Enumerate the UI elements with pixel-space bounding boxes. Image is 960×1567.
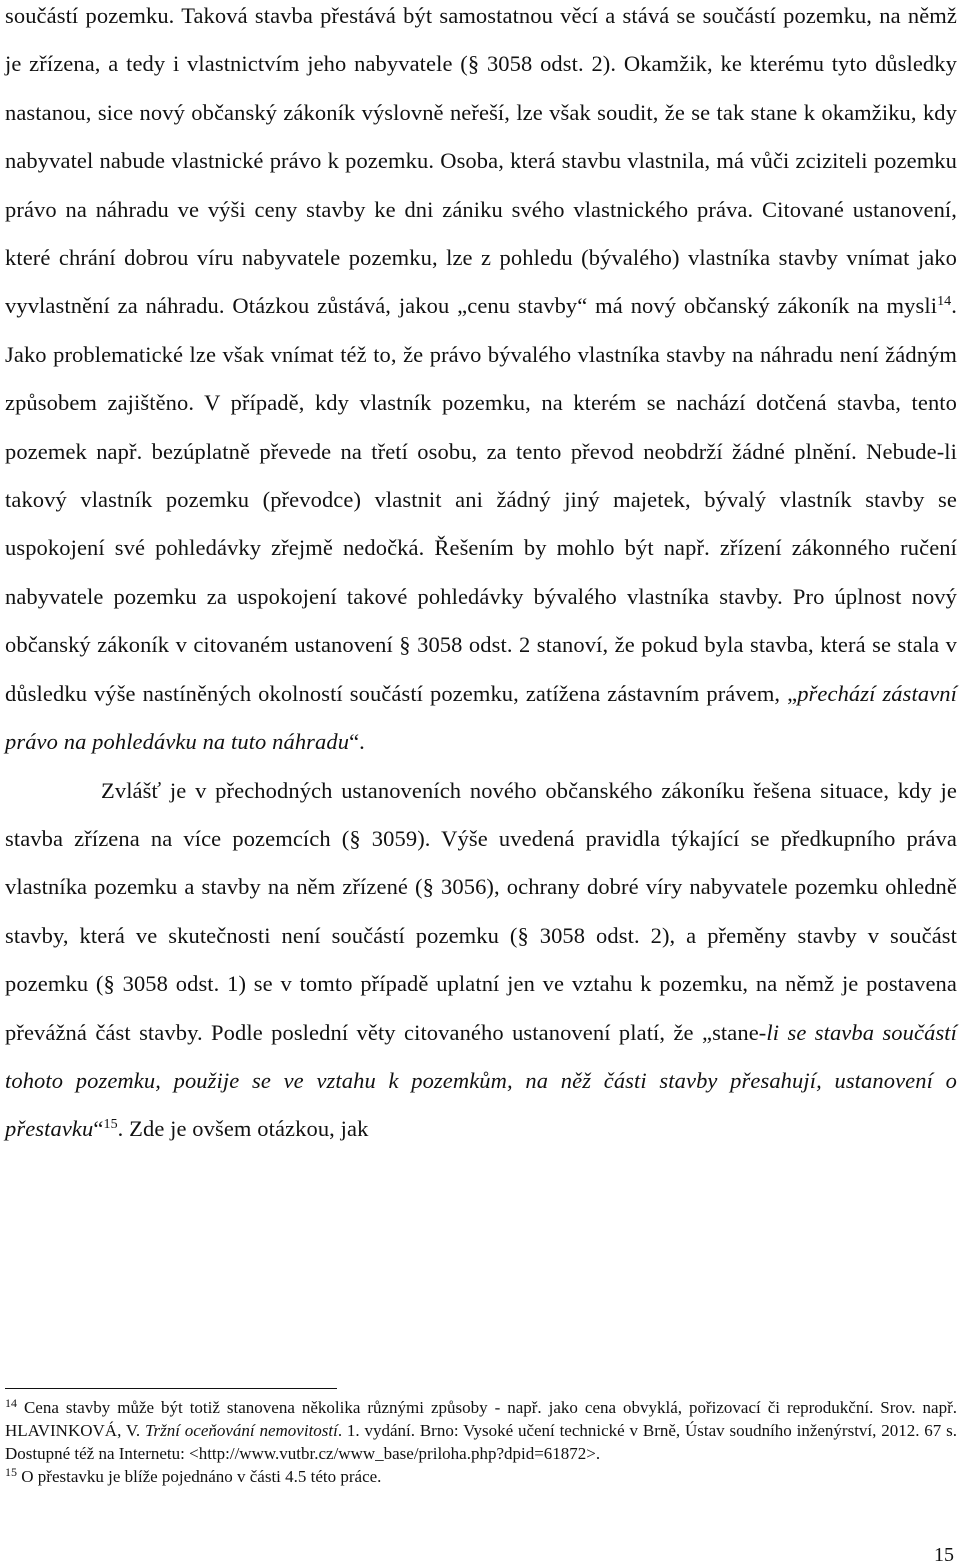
paragraph-1-text-b: . Jako problematické lze však vnímat též to, že právo bývalého vlastníka stavby na náhradu není žádným způsobem zajištěno. V případě, kdy vlastník pozemku, na kterém se nachází dotčená stavba, tento pozemek např. bezúplatně převede na třetí osobu, za tento převod neobdrží žádné plnění. Nebude-li takový vlastník pozemku (převodce) vlastnit ani žádný jiný majetek, bývalý vlastník stavby se uspokojení své pohledávky zřejmě nedočká. Řešením by mohlo být např. zřízení zákonného ručení nabyvatele pozemku za uspokojení takové pohledávky bývalého vlastníka stavby. Pro úplnost nový občanský zákoník v citovaném ustanovení § 3058 odst. 2 stanoví, že pokud byla stavba, která se stala v důsledku výše nastíněných okolností součástí pozemku, zatížena zástavním právem, „ [5, 293, 957, 706]
footnote-15 [5, 1465, 957, 1488]
page-number: 15 [934, 1544, 954, 1566]
footnote-number: 15 [5, 1465, 17, 1479]
paragraph-2-quote-close: “ [93, 1116, 104, 1142]
footnote-15-text: O přestavku je blíže pojednáno v části 4.5 této práce. [17, 1467, 382, 1486]
paragraph-2-quote: li se stavba součástí tohoto pozemku, použije se ve vztahu k pozemkům, na něž části stavby přesahují, ustanovení o přestavku [5, 1019, 957, 1142]
footnote-14-text-b: . 1. vydání. Brno: Vysoké učení technické v Brně, Ústav soudního inženýrství, 2012. 67 s. Dostupné též na Internetu: <http://www.vutbr.cz/www_base/priloha.php?dpid=61872>. [5, 1421, 957, 1463]
footnote-separator [5, 1388, 337, 1389]
footnote-ref-14[interactable]: 14 [937, 294, 952, 310]
body-paragraph-1 [5, 0, 957, 767]
body-paragraph-2 [5, 767, 957, 1154]
footnote-ref-15[interactable]: 15 [103, 1117, 118, 1133]
footnote-14 [5, 1396, 957, 1465]
footnote-number: 14 [5, 1396, 17, 1410]
footnote-14-title: Tržní oceňování nemovitostí [145, 1421, 338, 1440]
paragraph-1-text-a: součástí pozemku. Taková stavba přestává být samostatnou věcí a stává se součástí pozemku, na němž je zřízena, a tedy i vlastnictvím jeho nabyvatele (§ 3058 odst. 2). Okamžik, ke kterému tyto důsledky nastanou, sice nový občanský zákoník výslovně neřeší, lze však soudit, že se tak stane k okamžiku, kdy nabyvatel nabude vlastnické právo k pozemku. Osoba, která stavbu vlastnila, má vůči zciziteli pozemku právo na náhradu ve výši ceny stavby ke dni zániku svého vlastnického práva. Citované ustanovení, které chrání dobrou víru nabyvatele pozemku, lze z pohledu (bývalého) vlastníka stavby vnímat jako vyvlastnění za náhradu. Otázkou zůstává, jakou „cenu stavby“ má nový občanský zákoník na mysli [5, 3, 957, 319]
footnotes [5, 1396, 957, 1488]
paragraph-2-text-a: Zvlášť je v přechodných ustanoveních nového občanského zákoníku řešena situace, kdy je stavba zřízena na více pozemcích (§ 3059). Výše uvedená pravidla týkající se předkupního práva vlastníka pozemku a stavby na něm zřízené (§ 3056), ochrany dobré víry nabyvatele pozemku ohledně stavby, která ve skutečnosti není součástí pozemku (§ 3058 odst. 2), a přeměny stavby v součást pozemku (§ 3058 odst. 1) se v tomto případě uplatní jen ve vztahu k pozemku, na němž je postavena převážná část stavby. Podle poslední věty citovaného ustanovení platí, že „stane- [5, 777, 957, 1045]
paragraph-2-text-b: . Zde je ovšem otázkou, jak [117, 1116, 369, 1142]
paragraph-1-text-c: “. [349, 729, 365, 755]
document-page [5, 0, 957, 1154]
paragraph-1-quote: přechází zástavní právo na pohledávku na tuto náhradu [5, 680, 957, 755]
footnote-14-text-a: Cena stavby může být totiž stanovena několika různými způsoby - např. jako cena obvyklá, pořizovací či reprodukční. Srov. např. HLAVINKOVÁ, V. [5, 1398, 957, 1440]
